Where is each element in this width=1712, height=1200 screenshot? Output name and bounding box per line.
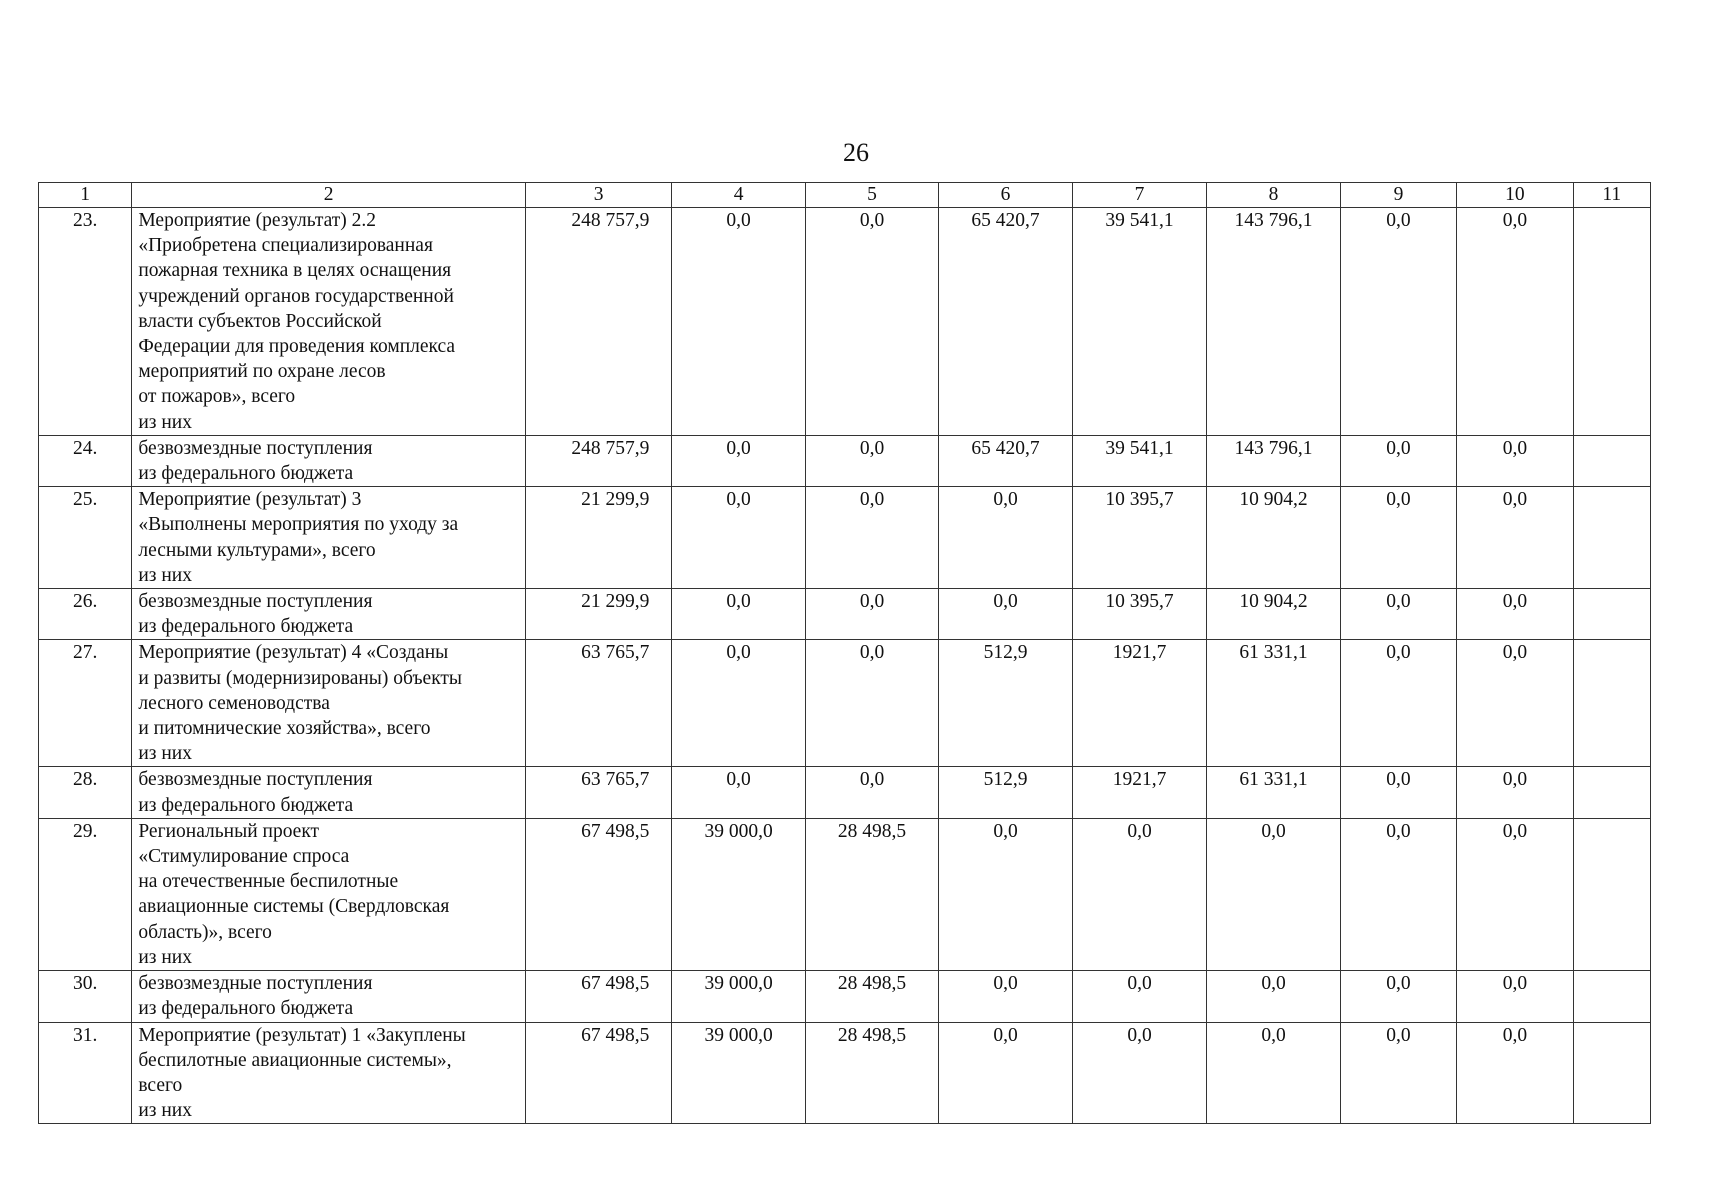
value-cell: 512,9 (939, 640, 1072, 767)
table-row (39, 435, 1651, 486)
value-cell: 0,0 (1340, 589, 1456, 640)
value-cell: 0,0 (1457, 589, 1573, 640)
row-number-cell: 28. (39, 767, 132, 818)
value-cell: 0,0 (1457, 1022, 1573, 1124)
value-cell: 0,0 (672, 487, 805, 589)
value-cell: 0,0 (1207, 971, 1340, 1022)
value-cell (1573, 818, 1650, 970)
row-number-cell: 23. (39, 208, 132, 436)
value-cell (1573, 1022, 1650, 1124)
table-row (39, 640, 1651, 767)
value-cell: 0,0 (1457, 487, 1573, 589)
column-number-cell: 1 (39, 183, 132, 208)
value-cell: 0,0 (939, 487, 1072, 589)
value-cell (1573, 971, 1650, 1022)
column-number-cell: 8 (1207, 183, 1340, 208)
item-name-cell: безвозмездные поступления из федерального бюджета (132, 971, 525, 1022)
item-name-cell: Мероприятие (результат) 2.2 «Приобретена специализированная пожарная техника в целях оснащения учреждений органов государственной власти субъектов Российской Федерации для проведения комплекса мероприятий по охране лесов от пожаров», всего из них (132, 208, 525, 436)
row-number-cell: 31. (39, 1022, 132, 1124)
column-number-cell: 2 (132, 183, 525, 208)
column-number-cell: 7 (1072, 183, 1207, 208)
value-cell: 0,0 (1340, 640, 1456, 767)
table-row (39, 818, 1651, 970)
item-name-cell: Региональный проект «Стимулирование спроса на отечественные беспилотные авиационные системы (Свердловская область)», всего из них (132, 818, 525, 970)
value-cell: 39 541,1 (1072, 208, 1207, 436)
value-cell: 0,0 (1457, 818, 1573, 970)
value-cell: 21 299,9 (525, 589, 672, 640)
value-cell: 0,0 (1207, 818, 1340, 970)
value-cell: 0,0 (1340, 435, 1456, 486)
value-cell: 39 000,0 (672, 818, 805, 970)
value-cell (1573, 208, 1650, 436)
table-row (39, 1022, 1651, 1124)
value-cell: 28 498,5 (805, 1022, 938, 1124)
value-cell: 39 000,0 (672, 971, 805, 1022)
value-cell: 0,0 (1072, 971, 1207, 1022)
value-cell: 67 498,5 (525, 1022, 672, 1124)
column-number-cell: 9 (1340, 183, 1456, 208)
value-cell: 0,0 (1457, 208, 1573, 436)
value-cell: 0,0 (672, 640, 805, 767)
value-cell: 10 395,7 (1072, 487, 1207, 589)
column-number-cell: 10 (1457, 183, 1573, 208)
value-cell: 0,0 (1072, 818, 1207, 970)
item-name-cell: безвозмездные поступления из федерального бюджета (132, 767, 525, 818)
value-cell: 39 000,0 (672, 1022, 805, 1124)
item-name-cell: безвозмездные поступления из федерального бюджета (132, 589, 525, 640)
value-cell: 63 765,7 (525, 640, 672, 767)
row-number-cell: 29. (39, 818, 132, 970)
value-cell: 67 498,5 (525, 971, 672, 1022)
value-cell: 0,0 (805, 487, 938, 589)
value-cell: 0,0 (939, 818, 1072, 970)
value-cell: 10 904,2 (1207, 487, 1340, 589)
value-cell: 39 541,1 (1072, 435, 1207, 486)
value-cell: 512,9 (939, 767, 1072, 818)
column-number-cell: 4 (672, 183, 805, 208)
value-cell: 0,0 (805, 640, 938, 767)
item-name-cell: безвозмездные поступления из федерального бюджета (132, 435, 525, 486)
column-number-cell: 3 (525, 183, 672, 208)
table-row (39, 971, 1651, 1022)
value-cell: 248 757,9 (525, 208, 672, 436)
value-cell: 65 420,7 (939, 435, 1072, 486)
value-cell: 0,0 (1340, 1022, 1456, 1124)
value-cell: 143 796,1 (1207, 435, 1340, 486)
value-cell: 0,0 (672, 589, 805, 640)
row-number-cell: 25. (39, 487, 132, 589)
item-name-cell: Мероприятие (результат) 3 «Выполнены мероприятия по уходу за лесными культурами», всего из них (132, 487, 525, 589)
value-cell: 0,0 (1340, 971, 1456, 1022)
value-cell (1573, 435, 1650, 486)
table-row (39, 487, 1651, 589)
row-number-cell: 27. (39, 640, 132, 767)
value-cell: 63 765,7 (525, 767, 672, 818)
value-cell: 143 796,1 (1207, 208, 1340, 436)
value-cell: 1921,7 (1072, 640, 1207, 767)
value-cell: 0,0 (805, 435, 938, 486)
value-cell: 65 420,7 (939, 208, 1072, 436)
value-cell: 0,0 (939, 1022, 1072, 1124)
value-cell: 61 331,1 (1207, 767, 1340, 818)
value-cell: 0,0 (1072, 1022, 1207, 1124)
value-cell: 0,0 (1457, 640, 1573, 767)
value-cell: 0,0 (805, 767, 938, 818)
value-cell: 0,0 (672, 435, 805, 486)
row-number-cell: 26. (39, 589, 132, 640)
value-cell: 0,0 (672, 208, 805, 436)
row-number-cell: 24. (39, 435, 132, 486)
column-number-cell: 11 (1573, 183, 1650, 208)
table-row (39, 208, 1651, 436)
table-row (39, 589, 1651, 640)
value-cell: 10 904,2 (1207, 589, 1340, 640)
value-cell: 0,0 (939, 589, 1072, 640)
budget-table (38, 182, 1651, 1124)
value-cell: 0,0 (1457, 435, 1573, 486)
table-row (39, 767, 1651, 818)
page-number: 26 (843, 138, 869, 167)
value-cell: 21 299,9 (525, 487, 672, 589)
value-cell: 0,0 (805, 589, 938, 640)
item-name-cell: Мероприятие (результат) 1 «Закуплены беспилотные авиационные системы», всего из них (132, 1022, 525, 1124)
value-cell: 10 395,7 (1072, 589, 1207, 640)
value-cell: 248 757,9 (525, 435, 672, 486)
value-cell: 67 498,5 (525, 818, 672, 970)
value-cell: 1921,7 (1072, 767, 1207, 818)
value-cell: 0,0 (1207, 1022, 1340, 1124)
item-name-cell: Мероприятие (результат) 4 «Созданы и развиты (модернизированы) объекты лесного семеноводства и питомнические хозяйства», всего из них (132, 640, 525, 767)
value-cell: 0,0 (939, 971, 1072, 1022)
value-cell (1573, 487, 1650, 589)
value-cell (1573, 589, 1650, 640)
value-cell: 28 498,5 (805, 818, 938, 970)
value-cell: 0,0 (1457, 767, 1573, 818)
column-number-cell: 5 (805, 183, 938, 208)
value-cell: 0,0 (1340, 818, 1456, 970)
value-cell: 28 498,5 (805, 971, 938, 1022)
column-number-cell: 6 (939, 183, 1072, 208)
row-number-cell: 30. (39, 971, 132, 1022)
value-cell: 0,0 (805, 208, 938, 436)
value-cell: 0,0 (672, 767, 805, 818)
value-cell: 61 331,1 (1207, 640, 1340, 767)
value-cell (1573, 640, 1650, 767)
column-number-row (39, 183, 1651, 208)
value-cell: 0,0 (1340, 208, 1456, 436)
value-cell (1573, 767, 1650, 818)
value-cell: 0,0 (1340, 487, 1456, 589)
value-cell: 0,0 (1457, 971, 1573, 1022)
value-cell: 0,0 (1340, 767, 1456, 818)
